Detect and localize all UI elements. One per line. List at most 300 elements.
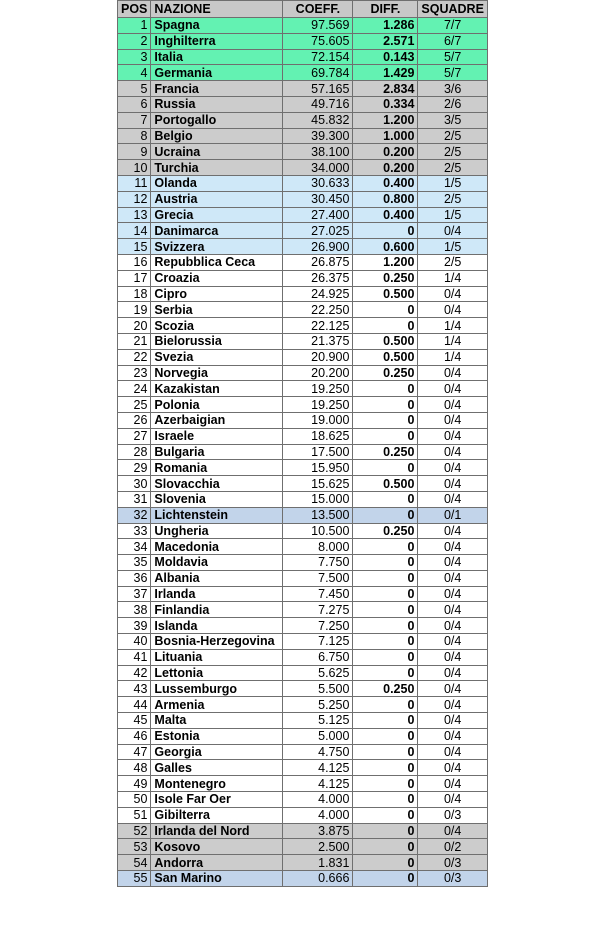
cell-nazione: Cipro xyxy=(151,286,283,302)
cell-nazione: Israele xyxy=(151,428,283,444)
table-row xyxy=(118,570,488,586)
cell-pos: 35 xyxy=(118,555,151,571)
table-row xyxy=(118,807,488,823)
table-row xyxy=(118,286,488,302)
cell-pos: 29 xyxy=(118,460,151,476)
table-row xyxy=(118,823,488,839)
header-nazione: NAZIONE xyxy=(151,1,283,18)
cell-coeff: 30.633 xyxy=(283,175,353,191)
cell-nazione: Polonia xyxy=(151,397,283,413)
cell-nazione: Romania xyxy=(151,460,283,476)
cell-squadre: 2/5 xyxy=(418,128,488,144)
cell-nazione: Malta xyxy=(151,713,283,729)
cell-coeff: 2.500 xyxy=(283,839,353,855)
cell-coeff: 26.875 xyxy=(283,254,353,270)
cell-pos: 16 xyxy=(118,254,151,270)
cell-diff: 0 xyxy=(353,807,418,823)
table-row xyxy=(118,665,488,681)
cell-diff: 0.400 xyxy=(353,175,418,191)
cell-nazione: Ucraina xyxy=(151,144,283,160)
cell-nazione: Danimarca xyxy=(151,223,283,239)
cell-squadre: 1/5 xyxy=(418,207,488,223)
cell-pos: 2 xyxy=(118,33,151,49)
cell-nazione: Svezia xyxy=(151,349,283,365)
cell-nazione: Azerbaigian xyxy=(151,412,283,428)
cell-nazione: Estonia xyxy=(151,728,283,744)
cell-nazione: Kazakistan xyxy=(151,381,283,397)
cell-squadre: 0/4 xyxy=(418,634,488,650)
cell-diff: 0 xyxy=(353,570,418,586)
cell-coeff: 4.000 xyxy=(283,792,353,808)
cell-squadre: 0/4 xyxy=(418,412,488,428)
table-row xyxy=(118,428,488,444)
cell-nazione: Andorra xyxy=(151,855,283,871)
cell-nazione: Bosnia-Herzegovina xyxy=(151,634,283,650)
cell-squadre: 0/4 xyxy=(418,460,488,476)
cell-diff: 0.500 xyxy=(353,476,418,492)
cell-nazione: Spagna xyxy=(151,18,283,34)
cell-pos: 39 xyxy=(118,618,151,634)
cell-diff: 0.143 xyxy=(353,49,418,65)
cell-diff: 0.500 xyxy=(353,349,418,365)
cell-diff: 0 xyxy=(353,602,418,618)
cell-pos: 54 xyxy=(118,855,151,871)
table-row xyxy=(118,744,488,760)
cell-diff: 1.200 xyxy=(353,112,418,128)
header-row xyxy=(118,1,488,18)
cell-squadre: 1/4 xyxy=(418,333,488,349)
cell-nazione: Russia xyxy=(151,96,283,112)
cell-diff: 0 xyxy=(353,381,418,397)
table-row xyxy=(118,349,488,365)
table-row xyxy=(118,871,488,887)
cell-coeff: 7.250 xyxy=(283,618,353,634)
header-squadre: SQUADRE xyxy=(418,1,488,18)
cell-coeff: 19.000 xyxy=(283,412,353,428)
cell-diff: 0.500 xyxy=(353,286,418,302)
table-row xyxy=(118,254,488,270)
cell-coeff: 17.500 xyxy=(283,444,353,460)
cell-squadre: 0/4 xyxy=(418,681,488,697)
cell-squadre: 0/4 xyxy=(418,744,488,760)
cell-squadre: 0/4 xyxy=(418,381,488,397)
table-row xyxy=(118,33,488,49)
cell-pos: 11 xyxy=(118,175,151,191)
cell-coeff: 5.500 xyxy=(283,681,353,697)
table-row xyxy=(118,144,488,160)
cell-diff: 0 xyxy=(353,744,418,760)
cell-nazione: Francia xyxy=(151,81,283,97)
cell-diff: 0 xyxy=(353,491,418,507)
cell-pos: 32 xyxy=(118,507,151,523)
cell-pos: 34 xyxy=(118,539,151,555)
table-row xyxy=(118,65,488,81)
table-row xyxy=(118,839,488,855)
cell-coeff: 21.375 xyxy=(283,333,353,349)
cell-coeff: 22.250 xyxy=(283,302,353,318)
table-row xyxy=(118,333,488,349)
cell-coeff: 15.000 xyxy=(283,491,353,507)
cell-diff: 0 xyxy=(353,649,418,665)
cell-squadre: 0/4 xyxy=(418,776,488,792)
cell-coeff: 7.750 xyxy=(283,555,353,571)
header-diff: DIFF. xyxy=(353,1,418,18)
table-row xyxy=(118,160,488,176)
cell-nazione: Germania xyxy=(151,65,283,81)
cell-coeff: 72.154 xyxy=(283,49,353,65)
cell-squadre: 1/4 xyxy=(418,318,488,334)
cell-coeff: 3.875 xyxy=(283,823,353,839)
cell-coeff: 49.716 xyxy=(283,96,353,112)
table-row xyxy=(118,855,488,871)
cell-squadre: 0/4 xyxy=(418,444,488,460)
table-row xyxy=(118,412,488,428)
table-row xyxy=(118,602,488,618)
cell-squadre: 5/7 xyxy=(418,49,488,65)
cell-squadre: 0/4 xyxy=(418,570,488,586)
cell-nazione: Svizzera xyxy=(151,239,283,255)
cell-squadre: 5/7 xyxy=(418,65,488,81)
cell-squadre: 0/4 xyxy=(418,602,488,618)
cell-squadre: 1/4 xyxy=(418,349,488,365)
table-row xyxy=(118,713,488,729)
header-coeff: COEFF. xyxy=(283,1,353,18)
cell-diff: 0 xyxy=(353,776,418,792)
cell-diff: 0 xyxy=(353,665,418,681)
cell-diff: 0.250 xyxy=(353,365,418,381)
cell-coeff: 6.750 xyxy=(283,649,353,665)
cell-diff: 0 xyxy=(353,460,418,476)
cell-pos: 14 xyxy=(118,223,151,239)
cell-pos: 45 xyxy=(118,713,151,729)
cell-pos: 6 xyxy=(118,96,151,112)
cell-coeff: 7.450 xyxy=(283,586,353,602)
table-row xyxy=(118,318,488,334)
cell-squadre: 0/4 xyxy=(418,586,488,602)
cell-nazione: Portogallo xyxy=(151,112,283,128)
cell-coeff: 75.605 xyxy=(283,33,353,49)
cell-pos: 46 xyxy=(118,728,151,744)
table-row xyxy=(118,96,488,112)
cell-coeff: 27.400 xyxy=(283,207,353,223)
cell-squadre: 0/4 xyxy=(418,555,488,571)
cell-squadre: 2/5 xyxy=(418,254,488,270)
cell-nazione: Austria xyxy=(151,191,283,207)
cell-pos: 36 xyxy=(118,570,151,586)
cell-coeff: 26.375 xyxy=(283,270,353,286)
cell-diff: 0 xyxy=(353,223,418,239)
cell-diff: 0.200 xyxy=(353,160,418,176)
cell-nazione: Irlanda del Nord xyxy=(151,823,283,839)
table-row xyxy=(118,239,488,255)
cell-diff: 0 xyxy=(353,428,418,444)
cell-pos: 24 xyxy=(118,381,151,397)
cell-diff: 0 xyxy=(353,318,418,334)
cell-coeff: 4.125 xyxy=(283,760,353,776)
cell-squadre: 0/4 xyxy=(418,728,488,744)
cell-pos: 22 xyxy=(118,349,151,365)
table-row xyxy=(118,681,488,697)
cell-pos: 43 xyxy=(118,681,151,697)
cell-coeff: 39.300 xyxy=(283,128,353,144)
cell-pos: 5 xyxy=(118,81,151,97)
cell-diff: 0.600 xyxy=(353,239,418,255)
cell-nazione: Lituania xyxy=(151,649,283,665)
cell-coeff: 7.125 xyxy=(283,634,353,650)
cell-squadre: 0/3 xyxy=(418,807,488,823)
cell-squadre: 0/4 xyxy=(418,823,488,839)
cell-coeff: 19.250 xyxy=(283,397,353,413)
cell-squadre: 6/7 xyxy=(418,33,488,49)
table-row xyxy=(118,223,488,239)
table-row xyxy=(118,491,488,507)
cell-squadre: 0/1 xyxy=(418,507,488,523)
cell-diff: 0.250 xyxy=(353,523,418,539)
cell-nazione: San Marino xyxy=(151,871,283,887)
cell-squadre: 0/4 xyxy=(418,476,488,492)
table-row xyxy=(118,460,488,476)
cell-pos: 51 xyxy=(118,807,151,823)
cell-coeff: 4.750 xyxy=(283,744,353,760)
cell-diff: 1.000 xyxy=(353,128,418,144)
cell-diff: 0 xyxy=(353,823,418,839)
cell-coeff: 15.625 xyxy=(283,476,353,492)
cell-diff: 0.400 xyxy=(353,207,418,223)
table-row xyxy=(118,381,488,397)
cell-diff: 1.200 xyxy=(353,254,418,270)
cell-nazione: Norvegia xyxy=(151,365,283,381)
cell-pos: 4 xyxy=(118,65,151,81)
cell-pos: 42 xyxy=(118,665,151,681)
cell-pos: 47 xyxy=(118,744,151,760)
cell-coeff: 5.000 xyxy=(283,728,353,744)
cell-coeff: 24.925 xyxy=(283,286,353,302)
cell-pos: 19 xyxy=(118,302,151,318)
cell-diff: 0 xyxy=(353,713,418,729)
table-row xyxy=(118,18,488,34)
cell-nazione: Croazia xyxy=(151,270,283,286)
cell-nazione: Olanda xyxy=(151,175,283,191)
cell-nazione: Finlandia xyxy=(151,602,283,618)
table-row xyxy=(118,760,488,776)
cell-pos: 33 xyxy=(118,523,151,539)
cell-nazione: Serbia xyxy=(151,302,283,318)
cell-nazione: Ungheria xyxy=(151,523,283,539)
table-row xyxy=(118,792,488,808)
table-row xyxy=(118,776,488,792)
cell-squadre: 0/4 xyxy=(418,223,488,239)
cell-nazione: Armenia xyxy=(151,697,283,713)
cell-squadre: 2/5 xyxy=(418,144,488,160)
cell-nazione: Lussemburgo xyxy=(151,681,283,697)
cell-pos: 9 xyxy=(118,144,151,160)
cell-diff: 0 xyxy=(353,855,418,871)
cell-coeff: 10.500 xyxy=(283,523,353,539)
cell-coeff: 1.831 xyxy=(283,855,353,871)
cell-pos: 40 xyxy=(118,634,151,650)
cell-squadre: 0/4 xyxy=(418,286,488,302)
cell-pos: 41 xyxy=(118,649,151,665)
cell-coeff: 4.000 xyxy=(283,807,353,823)
cell-squadre: 0/3 xyxy=(418,855,488,871)
table-row xyxy=(118,191,488,207)
table-row xyxy=(118,365,488,381)
cell-diff: 2.834 xyxy=(353,81,418,97)
cell-coeff: 69.784 xyxy=(283,65,353,81)
cell-pos: 10 xyxy=(118,160,151,176)
table-row xyxy=(118,444,488,460)
cell-coeff: 34.000 xyxy=(283,160,353,176)
cell-squadre: 2/5 xyxy=(418,160,488,176)
cell-pos: 30 xyxy=(118,476,151,492)
cell-squadre: 0/4 xyxy=(418,539,488,555)
cell-pos: 52 xyxy=(118,823,151,839)
cell-coeff: 45.832 xyxy=(283,112,353,128)
table-row xyxy=(118,207,488,223)
table-row xyxy=(118,728,488,744)
table-row xyxy=(118,175,488,191)
cell-pos: 25 xyxy=(118,397,151,413)
cell-coeff: 20.200 xyxy=(283,365,353,381)
cell-squadre: 1/5 xyxy=(418,175,488,191)
cell-diff: 0.250 xyxy=(353,681,418,697)
table-row xyxy=(118,302,488,318)
cell-squadre: 2/5 xyxy=(418,191,488,207)
cell-nazione: Irlanda xyxy=(151,586,283,602)
cell-pos: 27 xyxy=(118,428,151,444)
cell-coeff: 97.569 xyxy=(283,18,353,34)
cell-diff: 0.500 xyxy=(353,333,418,349)
cell-nazione: Montenegro xyxy=(151,776,283,792)
cell-coeff: 4.125 xyxy=(283,776,353,792)
cell-pos: 23 xyxy=(118,365,151,381)
cell-coeff: 18.625 xyxy=(283,428,353,444)
table-row xyxy=(118,634,488,650)
cell-diff: 0 xyxy=(353,871,418,887)
cell-squadre: 0/4 xyxy=(418,649,488,665)
cell-nazione: Lettonia xyxy=(151,665,283,681)
cell-squadre: 0/4 xyxy=(418,523,488,539)
cell-squadre: 0/4 xyxy=(418,792,488,808)
cell-pos: 38 xyxy=(118,602,151,618)
table-row xyxy=(118,523,488,539)
cell-squadre: 0/4 xyxy=(418,713,488,729)
cell-coeff: 27.025 xyxy=(283,223,353,239)
table-row xyxy=(118,539,488,555)
cell-diff: 0 xyxy=(353,634,418,650)
cell-pos: 37 xyxy=(118,586,151,602)
cell-diff: 0 xyxy=(353,397,418,413)
cell-squadre: 3/6 xyxy=(418,81,488,97)
cell-coeff: 26.900 xyxy=(283,239,353,255)
cell-diff: 1.429 xyxy=(353,65,418,81)
cell-pos: 1 xyxy=(118,18,151,34)
cell-diff: 0 xyxy=(353,618,418,634)
cell-diff: 2.571 xyxy=(353,33,418,49)
cell-diff: 0 xyxy=(353,539,418,555)
cell-pos: 20 xyxy=(118,318,151,334)
cell-squadre: 1/4 xyxy=(418,270,488,286)
cell-nazione: Isole Far Oer xyxy=(151,792,283,808)
cell-diff: 0 xyxy=(353,555,418,571)
cell-nazione: Belgio xyxy=(151,128,283,144)
ranking-table xyxy=(117,0,488,887)
cell-squadre: 0/4 xyxy=(418,365,488,381)
cell-nazione: Macedonia xyxy=(151,539,283,555)
cell-coeff: 13.500 xyxy=(283,507,353,523)
cell-diff: 0.334 xyxy=(353,96,418,112)
table-row xyxy=(118,586,488,602)
cell-pos: 7 xyxy=(118,112,151,128)
table-body xyxy=(118,18,488,887)
cell-coeff: 57.165 xyxy=(283,81,353,97)
table-row xyxy=(118,618,488,634)
cell-coeff: 8.000 xyxy=(283,539,353,555)
cell-diff: 0.250 xyxy=(353,444,418,460)
cell-pos: 44 xyxy=(118,697,151,713)
cell-pos: 48 xyxy=(118,760,151,776)
table-row xyxy=(118,476,488,492)
table-row xyxy=(118,49,488,65)
cell-nazione: Bulgaria xyxy=(151,444,283,460)
table-row xyxy=(118,649,488,665)
cell-nazione: Gibilterra xyxy=(151,807,283,823)
cell-nazione: Islanda xyxy=(151,618,283,634)
cell-diff: 0 xyxy=(353,302,418,318)
cell-squadre: 3/5 xyxy=(418,112,488,128)
cell-pos: 13 xyxy=(118,207,151,223)
cell-nazione: Georgia xyxy=(151,744,283,760)
cell-squadre: 0/4 xyxy=(418,697,488,713)
cell-pos: 18 xyxy=(118,286,151,302)
table-row xyxy=(118,555,488,571)
cell-pos: 53 xyxy=(118,839,151,855)
cell-nazione: Inghilterra xyxy=(151,33,283,49)
cell-coeff: 5.250 xyxy=(283,697,353,713)
cell-coeff: 30.450 xyxy=(283,191,353,207)
cell-nazione: Bielorussia xyxy=(151,333,283,349)
cell-squadre: 0/4 xyxy=(418,760,488,776)
cell-squadre: 0/4 xyxy=(418,665,488,681)
table-row xyxy=(118,128,488,144)
cell-diff: 0 xyxy=(353,697,418,713)
cell-coeff: 0.666 xyxy=(283,871,353,887)
cell-pos: 8 xyxy=(118,128,151,144)
cell-pos: 15 xyxy=(118,239,151,255)
cell-pos: 31 xyxy=(118,491,151,507)
cell-nazione: Albania xyxy=(151,570,283,586)
cell-diff: 0 xyxy=(353,507,418,523)
cell-nazione: Turchia xyxy=(151,160,283,176)
cell-coeff: 5.125 xyxy=(283,713,353,729)
cell-pos: 28 xyxy=(118,444,151,460)
cell-nazione: Repubblica Ceca xyxy=(151,254,283,270)
cell-coeff: 7.275 xyxy=(283,602,353,618)
cell-diff: 0.200 xyxy=(353,144,418,160)
cell-nazione: Slovacchia xyxy=(151,476,283,492)
cell-pos: 49 xyxy=(118,776,151,792)
cell-diff: 0.250 xyxy=(353,270,418,286)
table-row xyxy=(118,397,488,413)
table-row xyxy=(118,112,488,128)
table-row xyxy=(118,697,488,713)
cell-nazione: Moldavia xyxy=(151,555,283,571)
cell-pos: 12 xyxy=(118,191,151,207)
table-row xyxy=(118,81,488,97)
cell-squadre: 0/4 xyxy=(418,618,488,634)
cell-diff: 1.286 xyxy=(353,18,418,34)
table-row xyxy=(118,507,488,523)
